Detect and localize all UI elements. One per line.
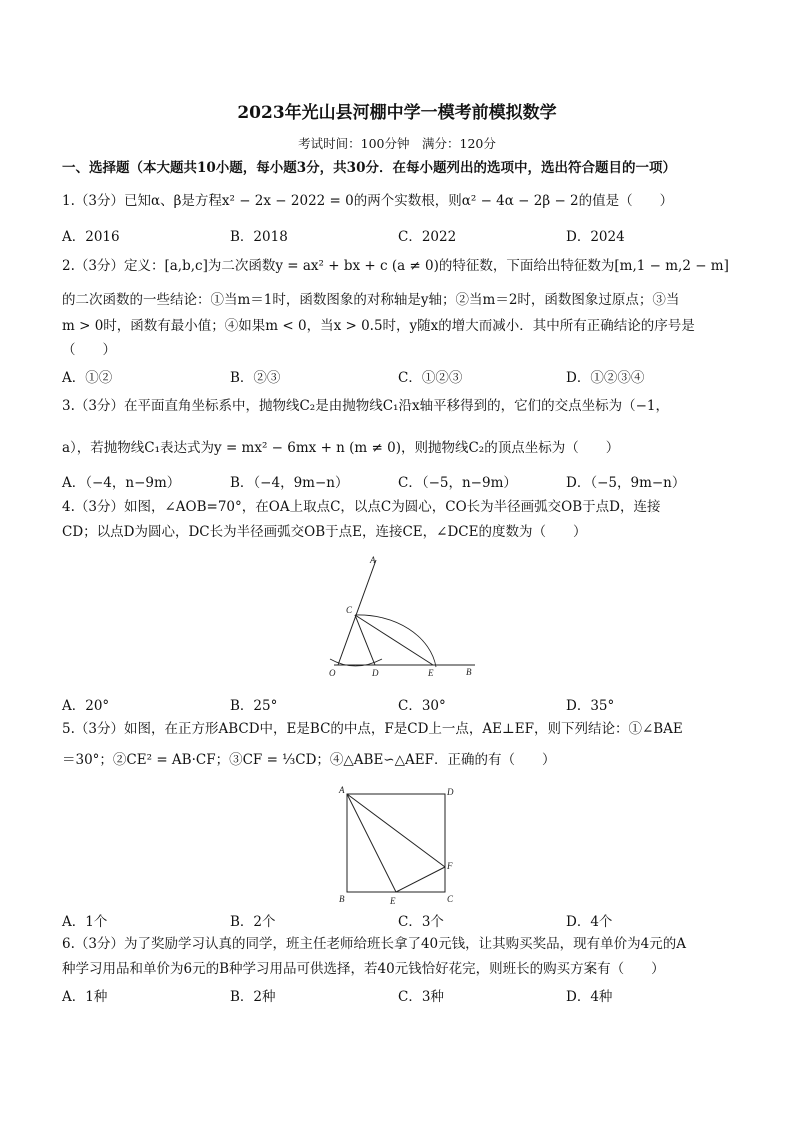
angle-construction-figure [320,555,480,680]
question-3-line-1: 3.（3分）在平面直角坐标系中，抛物线C₂是由抛物线C₁沿x轴平移得到的，它们的交点坐标为（−1， [62,398,669,414]
q2-option-b: B．②③ [230,370,281,386]
q4-option-b: B．25° [230,698,278,714]
q5-option-c: C．3个 [398,914,444,930]
q3-option-b: B．（−4，9m−n） [230,475,349,491]
q5-option-b: B．2个 [230,914,276,930]
section-heading: 一、选择题（本大题共10小题，每小题3分，共30分．在每小题列出的选项中，选出符合题目的一项） [62,160,676,176]
figure-label-a: A [370,555,376,565]
q6-option-d: D．4种 [566,989,613,1005]
question-2-line-4: （ ） [62,342,116,358]
question-4-line-1: 4.（3分）如图，∠AOB=70°，在OA上取点C，以点C为圆心，CO长为半径画弧交OB于点D，连接 [62,499,661,515]
q1-option-b: B．2018 [230,229,288,245]
figure-label-f: F [447,861,453,871]
q2-option-a: A．①② [62,370,113,386]
figure-label-d: D [372,668,379,678]
q4-option-c: C．30° [398,698,446,714]
q6-option-b: B．2种 [230,989,276,1005]
page-title: 2023年光山县河棚中学一模考前模拟数学 [237,103,557,123]
question-5-line-2: ＝30°；②CE² = AB·CF；③CF = ⅓CD；④△ABE∽△AEF．正确的有（ ） [62,752,556,768]
question-5-line-1: 5.（3分）如图，在正方形ABCD中，E是BC的中点，F是CD上一点，AE⊥EF，则下列结论：①∠BAE [62,721,683,737]
figure-label-e: E [390,896,396,906]
q3-option-a: A．（−4，n−9m） [62,475,181,491]
q3-option-d: D．（−5，9m−n） [566,475,686,491]
question-2-line-3: m > 0时，函数有最小值；④如果m < 0，当x > 0.5时，y随x的增大而减小．其中所有正确结论的序号是 [62,318,695,334]
figure-label-d: D [447,787,454,797]
q1-option-d: D．2024 [566,229,625,245]
question-2-line-1: 2.（3分）定义：[a,b,c]为二次函数y = ax² + bx + c (a ≠ 0)的特征数，下面给出特征数为[m,1 − m,2 − m] [62,258,729,274]
q2-option-d: D．①②③④ [566,370,645,386]
q1-option-c: C．2022 [398,229,457,245]
figure-label-o: O [329,668,336,678]
figure-label-a: A [339,785,345,795]
q1-option-a: A．2016 [62,229,120,245]
question-2-line-2: 的二次函数的一些结论：①当m＝1时，函数图象的对称轴是y轴；②当m＝2时，函数图象过原点；③当 [62,292,680,308]
q5-option-a: A．1个 [62,914,108,930]
q6-option-c: C．3种 [398,989,444,1005]
question-1-stem: 1.（3分）已知α、β是方程x² − 2x − 2022 = 0的两个实数根，则α² − 4α − 2β − 2的值是（ ） [62,193,674,209]
square-figure [338,785,460,907]
exam-info: 考试时间：100分钟 满分：120分 [298,136,496,151]
question-6-line-2: 种学习用品和单价为6元的B种学习用品可供选择，若40元钱恰好花完，则班长的购买方案有（ ） [62,961,665,977]
figure-label-c: C [346,605,353,615]
question-6-line-1: 6.（3分）为了奖励学习认真的同学，班主任老师给班长拿了40元钱，让其购买奖品，现有单价为4元的A [62,936,686,952]
q6-option-a: A．1种 [62,989,108,1005]
q2-option-c: C．①②③ [398,370,463,386]
question-4-line-2: CD；以点D为圆心，DC长为半径画弧交OB于点E，连接CE，∠DCE的度数为（ ） [62,524,587,540]
figure-label-b: B [466,667,472,677]
figure-label-b: B [339,894,345,904]
question-3-line-2: a），若抛物线C₁表达式为y = mx² − 6mx + n (m ≠ 0)，则抛物线C₂的顶点坐标为（ ） [62,440,620,456]
q4-option-d: D．35° [566,698,615,714]
q3-option-c: C．（−5，n−9m） [398,475,517,491]
q4-option-a: A．20° [62,698,110,714]
q5-option-d: D．4个 [566,914,613,930]
figure-label-e: E [428,668,434,678]
figure-label-c: C [447,894,454,904]
